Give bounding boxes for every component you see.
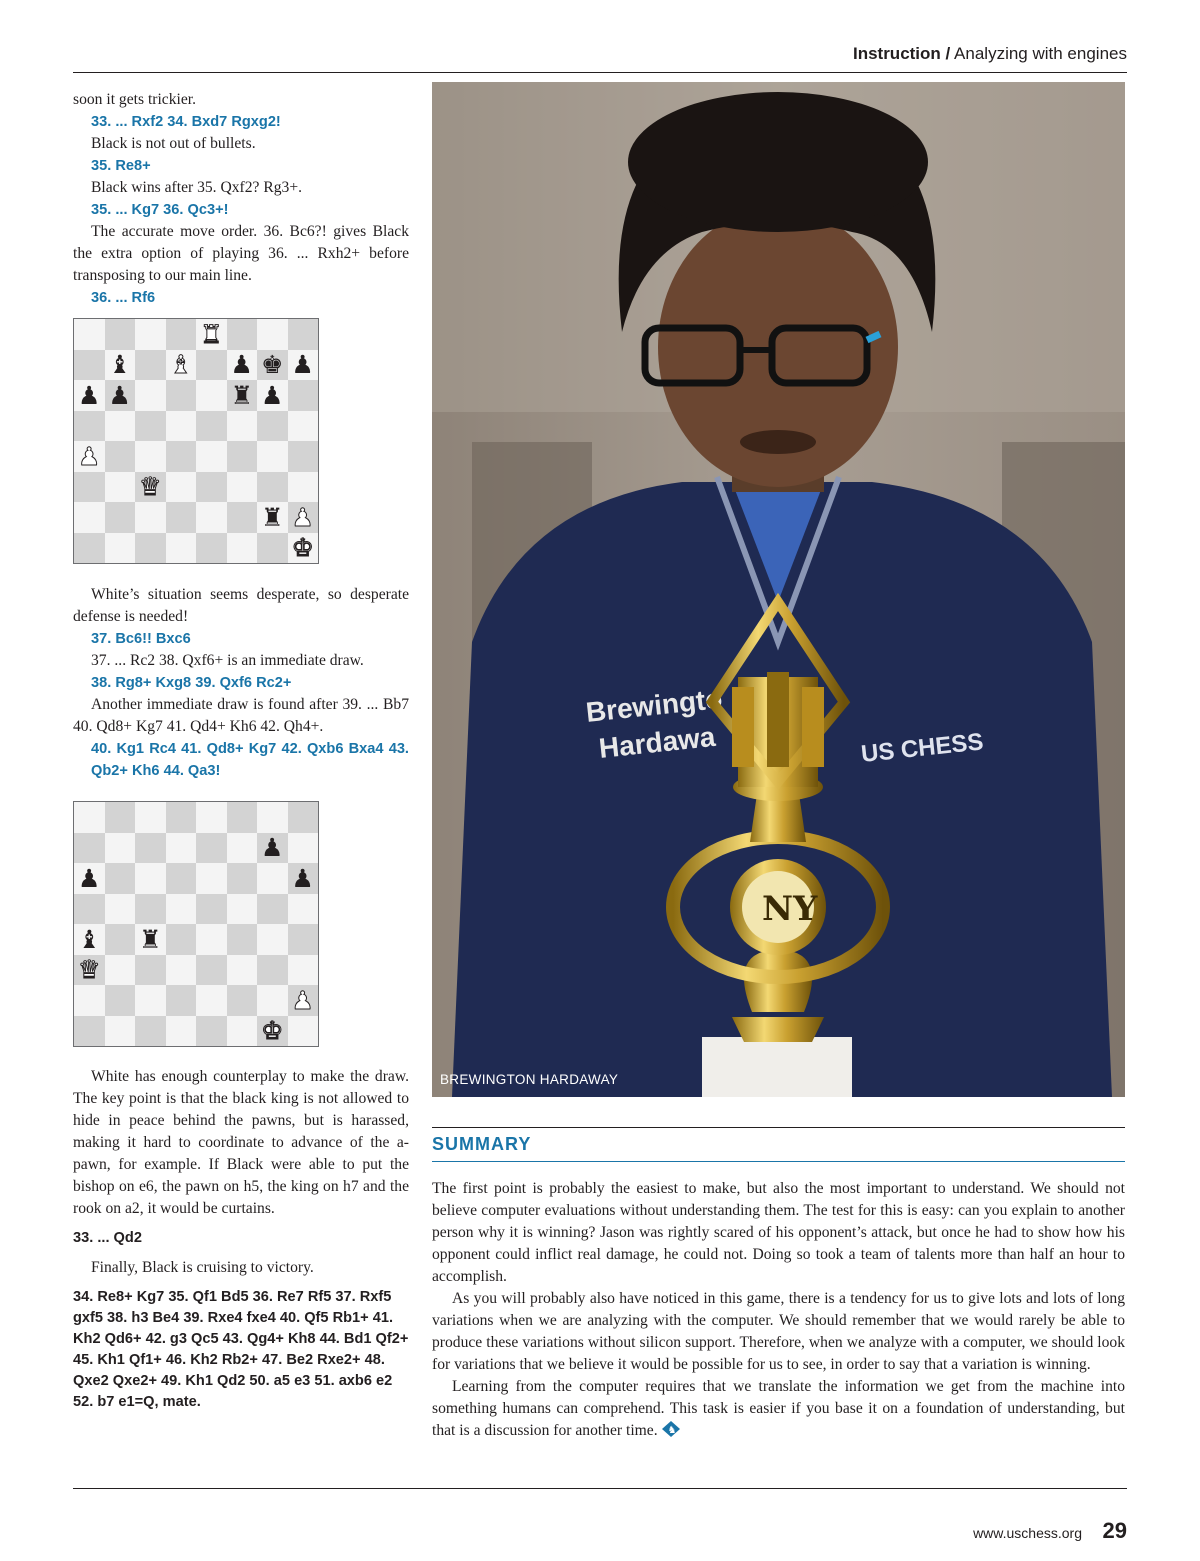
board-square <box>135 319 166 350</box>
board-square <box>227 833 258 864</box>
chess-diagram-1 <box>73 318 319 564</box>
board-square <box>227 985 258 1016</box>
board-square <box>105 1016 136 1047</box>
move-line: 37. Bc6!! Bxc6 <box>91 631 191 647</box>
black-pawn-icon: ♟ <box>108 380 131 410</box>
black-king-icon: ♚ <box>261 350 284 380</box>
black-bishop-icon: ♝ <box>78 924 101 954</box>
white-pawn-icon: ♟ <box>291 502 314 532</box>
move-line: 35. ... Kg7 36. Qc3+! <box>91 202 229 218</box>
board-square <box>166 955 197 986</box>
board-square <box>105 350 136 381</box>
body-text: White has enough counterplay to make the draw. The key point is that the black king is not allowed to hide in peace behind the pawns, but is harassed, making it hard to coordinate to advance of the a-pawn, for example. If Black were able to put the bishop on e6, the pawn on h5, the king on h7 and the rook on a2, it would be curtains. <box>73 1068 409 1217</box>
black-pawn-icon: ♟ <box>291 863 314 893</box>
white-rook-icon: ♜ <box>200 319 223 349</box>
board-square <box>288 533 319 564</box>
board-square <box>196 802 227 833</box>
board-square <box>196 863 227 894</box>
board-square <box>105 955 136 986</box>
board-square <box>105 533 136 564</box>
board-square <box>288 319 319 350</box>
white-queen-icon: ♛ <box>139 472 162 502</box>
summary-body <box>432 1178 1125 1442</box>
board-square <box>196 319 227 350</box>
black-pawn-icon: ♟ <box>261 833 284 863</box>
board-square <box>74 863 105 894</box>
board-square <box>166 441 197 472</box>
board-square <box>257 833 288 864</box>
body-text: White’s situation seems desperate, so desperate defense is needed! <box>73 586 409 625</box>
board-square <box>105 472 136 503</box>
black-pawn-icon: ♟ <box>291 350 314 380</box>
board-square <box>196 985 227 1016</box>
end-mark-knight-icon <box>662 1421 680 1437</box>
board-square <box>135 1016 166 1047</box>
board-square <box>74 502 105 533</box>
board-square <box>74 411 105 442</box>
summary-top-rule <box>432 1127 1125 1128</box>
header-rule <box>73 72 1127 73</box>
board-square <box>166 802 197 833</box>
board-square <box>166 924 197 955</box>
board-square <box>257 441 288 472</box>
black-rook-icon: ♜ <box>261 502 284 532</box>
board-square <box>135 802 166 833</box>
board-square <box>105 441 136 472</box>
board-square <box>74 1016 105 1047</box>
board-square <box>196 502 227 533</box>
board-square <box>227 924 258 955</box>
board-square <box>227 502 258 533</box>
summary-paragraph: Learning from the computer requires that we translate the information we get from the machine into something humans can comprehend. This task is easier if you base it on a foundation of understanding, but that is a discussion for another time. <box>432 1378 1125 1439</box>
photo-caption: BREWINGTON HARDAWAY <box>440 1072 619 1087</box>
svg-text:NY: NY <box>762 889 818 929</box>
move-line: 35. Re8+ <box>91 158 151 174</box>
board-square <box>105 802 136 833</box>
footer-url: www.uschess.org <box>973 1525 1082 1541</box>
board-square <box>105 502 136 533</box>
board-square <box>74 894 105 925</box>
board-square <box>227 1016 258 1047</box>
move-line: 38. Rg8+ Kxg8 39. Qxf6 Rc2+ <box>91 675 292 691</box>
body-text: Another immediate draw is found after 39. ... Bb7 40. Qd8+ Kg7 41. Qd4+ Kh6 42. Qh4+. <box>73 696 409 735</box>
jacket-logo-text: US CHESS <box>859 728 985 768</box>
board-square <box>227 955 258 986</box>
board-square <box>105 924 136 955</box>
board-square <box>135 833 166 864</box>
body-text: soon it gets trickier. <box>73 91 196 108</box>
board-square <box>135 380 166 411</box>
black-pawn-icon: ♟ <box>78 863 101 893</box>
board-square <box>166 380 197 411</box>
jacket-text-1: Brewingto <box>584 682 724 728</box>
header-topic: Analyzing with engines <box>954 44 1127 63</box>
board-square <box>105 985 136 1016</box>
board-square <box>257 472 288 503</box>
board-square <box>135 350 166 381</box>
summary-paragraph: The first point is probably the easiest to make, but also the most important to understand. We should not believe computer evaluations without understanding them. The test for this is easy: can you explain to another person why it is winning? Jason was rightly scared of his opponent’s attack, but once he had to show how his opponent could inflict real damage, he could not. Doing so took a team of talents more than half an hour to accomplish. <box>432 1180 1125 1285</box>
white-queen-icon: ♛ <box>78 955 101 985</box>
board-square <box>227 319 258 350</box>
board-square <box>196 894 227 925</box>
board-square <box>288 985 319 1016</box>
board-square <box>227 350 258 381</box>
black-pawn-icon: ♟ <box>230 350 253 380</box>
board-square <box>288 863 319 894</box>
board-square <box>257 502 288 533</box>
board-square <box>196 350 227 381</box>
board-square <box>288 380 319 411</box>
white-pawn-icon: ♟ <box>78 441 101 471</box>
board-square <box>74 472 105 503</box>
board-square <box>288 924 319 955</box>
page-number: 29 <box>1102 1518 1127 1543</box>
board-square <box>196 533 227 564</box>
body-text: Black wins after 35. Qxf2? Rg3+. <box>91 179 303 196</box>
board-square <box>196 411 227 442</box>
body-text: 37. ... Rc2 38. Qxf6+ is an immediate draw. <box>91 652 364 669</box>
black-rook-icon: ♜ <box>230 380 253 410</box>
move-line: 33. ... Rxf2 34. Bxd7 Rgxg2! <box>91 114 281 130</box>
summary-paragraph: As you will probably also have noticed in this game, there is a tendency for us to give lots and lots of long variations when we are analyzing with the computer. We should remember that we would rarely be able to produce these variations without silicon support. Therefore, when we analyze with a computer, we should look for variations that we believe it would be possible for us to see, in order to say that a variation is winning. <box>432 1290 1125 1373</box>
board-square <box>196 472 227 503</box>
board-square <box>257 319 288 350</box>
board-square <box>166 502 197 533</box>
board-square <box>135 411 166 442</box>
header-section: Instruction / <box>852 44 951 63</box>
board-square <box>166 1016 197 1047</box>
board-square <box>196 380 227 411</box>
board-square <box>135 441 166 472</box>
move-line: 36. ... Rf6 <box>91 290 156 306</box>
board-square <box>166 533 197 564</box>
board-square <box>74 441 105 472</box>
black-bishop-icon: ♝ <box>108 350 131 380</box>
board-square <box>166 411 197 442</box>
board-square <box>74 380 105 411</box>
left-column <box>73 89 409 1413</box>
board-square <box>227 472 258 503</box>
board-square <box>74 955 105 986</box>
board-square <box>166 833 197 864</box>
board-square <box>135 533 166 564</box>
board-square <box>227 441 258 472</box>
board-square <box>257 955 288 986</box>
board-square <box>105 894 136 925</box>
board-square <box>196 924 227 955</box>
board-square <box>288 833 319 864</box>
footer-rule <box>73 1488 1127 1489</box>
running-header <box>853 44 1127 64</box>
body-text: Finally, Black is cruising to victory. <box>91 1259 314 1276</box>
board-square <box>74 985 105 1016</box>
board-square <box>196 441 227 472</box>
move-line: 33. ... Qd2 <box>73 1230 142 1246</box>
white-pawn-icon: ♟ <box>291 985 314 1015</box>
board-square <box>105 863 136 894</box>
board-square <box>257 380 288 411</box>
board-square <box>74 802 105 833</box>
board-square <box>257 802 288 833</box>
board-square <box>166 894 197 925</box>
board-square <box>257 894 288 925</box>
board-square <box>105 833 136 864</box>
board-square <box>105 411 136 442</box>
board-square <box>135 955 166 986</box>
board-square <box>257 411 288 442</box>
board-square <box>105 380 136 411</box>
board-square <box>166 319 197 350</box>
chess-diagram-2 <box>73 801 319 1047</box>
board-square <box>288 441 319 472</box>
black-rook-icon: ♜ <box>139 924 162 954</box>
board-square <box>257 985 288 1016</box>
board-square <box>288 411 319 442</box>
photo-brewington-hardaway <box>432 82 1125 1097</box>
svg-text:♞: ♞ <box>667 1425 677 1436</box>
board-square <box>227 380 258 411</box>
board-square <box>257 924 288 955</box>
body-text: Black is not out of bullets. <box>91 135 256 152</box>
board-square <box>135 863 166 894</box>
board-square <box>288 1016 319 1047</box>
board-square <box>74 350 105 381</box>
white-bishop-icon: ♝ <box>169 350 192 380</box>
board-square <box>288 955 319 986</box>
board-square <box>166 985 197 1016</box>
board-square <box>288 502 319 533</box>
move-line: 34. Re8+ Kg7 35. Qf1 Bd5 36. Re7 Rf5 37. Rxf5 gxf5 38. h3 Be4 39. Rxe4 fxe4 40. Qf5 Rb1+ 41. Kh2 Qd6+ 42. g3 Qc5 43. Qg4+ Kh8 44. Bd1 Qf2+ 45. Kh1 Qf1+ 46. Kh2 Rb2+ 47. Be2 Rxe2+ 48. Qxe2 Qxe2+ 49. Kh1 Qd2 50. a5 e3 51. axb6 e2 52. b7 e1=Q, mate. <box>73 1289 409 1410</box>
board-square <box>135 472 166 503</box>
board-square <box>166 472 197 503</box>
board-square <box>288 802 319 833</box>
board-square <box>166 863 197 894</box>
board-square <box>105 319 136 350</box>
board-square <box>288 472 319 503</box>
board-square <box>74 833 105 864</box>
summary-heading: SUMMARY <box>432 1134 532 1154</box>
body-text: The accurate move order. 36. Bc6?! gives Black the extra option of playing 36. ... Rxh2+ before transposing to our main line. <box>73 223 409 284</box>
board-square <box>135 924 166 955</box>
board-square <box>227 863 258 894</box>
board-square <box>288 350 319 381</box>
board-square <box>257 350 288 381</box>
black-pawn-icon: ♟ <box>78 380 101 410</box>
move-line: 40. Kg1 Rc4 41. Qd8+ Kg7 42. Qxb6 Bxa4 43. Qb2+ Kh6 44. Qa3! <box>91 741 409 779</box>
board-square <box>227 533 258 564</box>
board-square <box>196 833 227 864</box>
board-square <box>257 1016 288 1047</box>
board-square <box>288 894 319 925</box>
board-square <box>257 863 288 894</box>
board-square <box>257 533 288 564</box>
white-king-icon: ♚ <box>291 533 314 563</box>
board-square <box>196 955 227 986</box>
summary-bottom-rule <box>432 1161 1125 1162</box>
board-square <box>135 502 166 533</box>
white-king-icon: ♚ <box>261 1016 284 1046</box>
board-square <box>227 802 258 833</box>
board-square <box>227 411 258 442</box>
jacket-text-2: Hardawa <box>597 720 717 764</box>
board-square <box>74 924 105 955</box>
board-square <box>166 350 197 381</box>
board-square <box>227 894 258 925</box>
board-square <box>74 319 105 350</box>
board-square <box>135 985 166 1016</box>
black-pawn-icon: ♟ <box>261 380 284 410</box>
board-square <box>74 533 105 564</box>
board-square <box>135 894 166 925</box>
board-square <box>196 1016 227 1047</box>
